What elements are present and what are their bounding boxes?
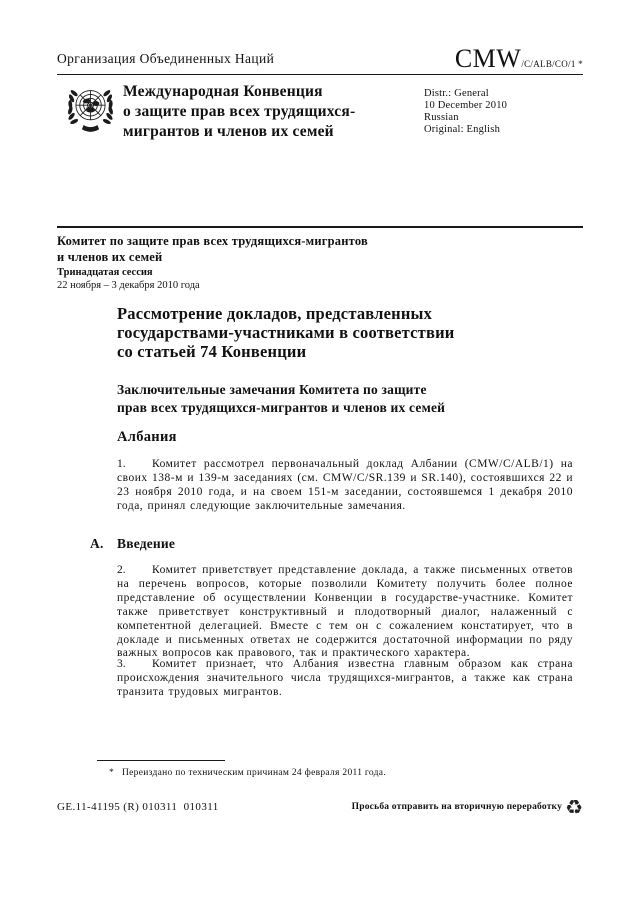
paragraph-3 [117,658,573,700]
document-title-line: государствами-участниками в соответствии [117,323,455,342]
committee-name-line: и членов их семей [57,249,163,264]
distr-general: Distr.: General [424,88,489,99]
convention-title-line: Международная Конвенция [123,83,323,100]
document-subtitle-line: Заключительные замечания Комитета по защите [117,382,427,397]
paragraph-number: 3. [117,658,126,670]
document-title [117,304,455,361]
session-block [57,234,368,292]
document-subtitle-line: прав всех трудящихся-мигрантов и членов их семей [117,400,446,415]
convention-title-line: мигрантов и членов их семей [123,123,334,140]
footnote-marker: * [109,768,115,778]
distribution-info [424,88,507,136]
paragraph-text: Комитет признает, что Албания известна главным образом как страна происхождения значительного числа трудящихся-мигрантов, а также как страна транзита трудовых мигрантов. [117,658,573,698]
paragraph-text: Комитет приветствует представление доклада, а также письменных ответов на перечень вопросов, которые позволили Комитету получить более полное представление об осуществлении Конвенции в государстве-участнике. Комитет также приветствует конструктивный и плодотворный диалог, налаженный с компетентной делегацией. Вместе с тем он с сожалением констатирует, что в докладе и письменных ответах не содержится достаточной информации по ряду важных вопросов как правового, так и практического характера. [117,564,573,660]
footnote-rule [97,760,225,761]
section-a-heading [90,536,175,552]
paragraph-number: 2. [117,564,126,576]
distr-language: Russian [424,112,459,123]
recycle-note [352,797,583,817]
recycle-icon: ♻ [565,795,583,819]
org-name: Организация Объединенных Наций [57,51,275,66]
document-code: GE.11-41195 (R) 010311 010311 [57,801,219,813]
distr-original: Original: English [424,124,501,135]
paragraph-text: Комитет рассмотрел первоначальный доклад Албании (CMW/C/ALB/1) на своих 138-м и 139-м заседаниях (см. CMW/C/SR.139 и SR.140), состоявшихся 22 и 23 ноября 2010 года, и на своем 151-м заседании, состоявшемся 1 декабря 2010 года, принял следующие заключительные замечания. [117,458,573,512]
doc-symbol-main: CMW [454,44,522,73]
session-name: Тринадцатая сессия [57,267,153,278]
footnote [97,768,537,778]
paragraph-number: 1. [117,458,126,470]
document-title-line: со статьей 74 Конвенции [117,342,307,361]
document-title-line: Рассмотрение докладов, представленных [117,304,433,323]
convention-title [123,82,355,142]
footnote-text: Переиздано по техническим причинам 24 февраля 2011 года. [122,768,386,778]
paragraph-2 [117,564,573,661]
section-letter: A. [90,536,104,551]
section-title: Введение [117,536,176,551]
session-dates: 22 ноября – 3 декабря 2010 года [57,280,200,291]
country-heading: Албания [117,429,177,445]
doc-symbol [455,44,583,74]
header-rule [57,74,583,75]
masthead-rule [57,226,583,228]
recycle-note-text: Просьба отправить на вторичную переработку [351,802,563,812]
distr-date: 10 December 2010 [424,100,508,111]
paragraph-1 [117,458,573,514]
doc-symbol-sub: /C/ALB/CO/1 * [521,59,583,69]
committee-name-line: Комитет по защите прав всех трудящихся-мигрантов [57,234,368,248]
convention-title-line: о защите прав всех трудящихся- [123,103,356,120]
document-subtitle [117,381,445,417]
un-emblem-icon [63,83,118,136]
